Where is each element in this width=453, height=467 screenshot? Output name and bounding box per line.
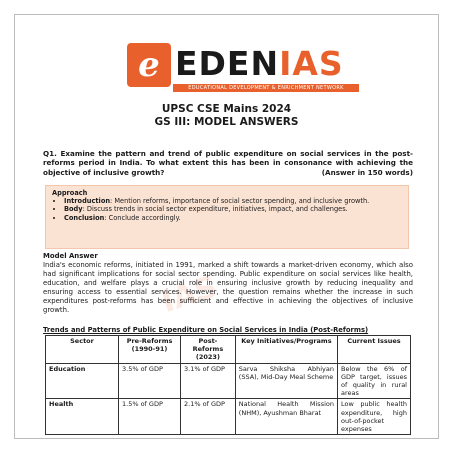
model-answer bbox=[43, 252, 413, 315]
cell-sector: Health bbox=[46, 399, 119, 435]
cell-pre: 1.5% of GDP bbox=[119, 399, 181, 435]
approach-list bbox=[52, 197, 402, 222]
table-header-row bbox=[46, 336, 411, 364]
cell-pre: 3.5% of GDP bbox=[119, 363, 181, 399]
approach-item-label: Body bbox=[64, 205, 83, 214]
approach-item bbox=[64, 197, 402, 205]
cell-issues: Below the 6% of GDP target, issues of quality in rural areas bbox=[337, 363, 410, 399]
document-page bbox=[14, 14, 439, 439]
cell-sector: Education bbox=[46, 363, 119, 399]
table-row bbox=[46, 363, 411, 399]
header-post-reforms: Post-Reforms (2023) bbox=[181, 336, 236, 364]
approach-item-label: Introduction bbox=[64, 197, 111, 206]
brand-name-part2: IAS bbox=[279, 44, 344, 83]
approach-item bbox=[64, 205, 402, 213]
paper-title: GS III: MODEL ANSWERS bbox=[154, 116, 299, 128]
question bbox=[43, 149, 413, 177]
title-block bbox=[15, 103, 438, 129]
header-initiatives: Key Initiatives/Programs bbox=[235, 336, 337, 364]
expenditure-table bbox=[45, 335, 411, 435]
brand-name-part1: EDEN bbox=[175, 44, 280, 83]
cell-post: 3.1% of GDP bbox=[181, 363, 236, 399]
approach-item-label: Conclusion bbox=[64, 213, 105, 222]
header-issues: Current Issues bbox=[337, 336, 410, 364]
approach-item-text: : Mention reforms, importance of social sector spending, and inclusive growth. bbox=[110, 197, 370, 206]
word-count: (Answer in 150 words) bbox=[321, 167, 413, 177]
brand-tagline: EDUCATIONAL DEVELOPMENT & ENRICHMENT NETWORK bbox=[173, 84, 359, 92]
eden-logo-icon bbox=[127, 43, 171, 87]
model-answer-paragraph: India's economic reforms, initiated in 1991, marked a shift towards a market-driven economy, which also had significant implications for social sector spending. Public expenditure on social services like health, education, and welfare plays a crucial role in ensuring inclusive growth by reducing inequality and ensuring access to essential services. However, the question remains whether the increase in such expenditures post-reforms has been sufficient and effective in achieving the objectives of inclusive growth. bbox=[43, 261, 413, 314]
table-row bbox=[46, 399, 411, 435]
exam-title: UPSC CSE Mains 2024 bbox=[161, 103, 292, 115]
cell-initiatives: National Health Mission (NHM), Ayushman Bharat bbox=[235, 399, 337, 435]
model-answer-heading: Model Answer bbox=[43, 252, 98, 260]
header bbox=[15, 43, 438, 103]
watermark-text: IAS bbox=[157, 269, 222, 321]
header-pre-reforms: Pre-Reforms (1990-91) bbox=[119, 336, 181, 364]
approach-heading: Approach bbox=[52, 189, 88, 197]
svg-text:e: e bbox=[138, 45, 160, 85]
brand-name bbox=[175, 45, 344, 83]
cell-post: 2.1% of GDP bbox=[181, 399, 236, 435]
approach-item-text: : Discuss trends in social sector expenditure, initiatives, impact, and challenges. bbox=[82, 205, 348, 214]
approach-item-text: : Conclude accordingly. bbox=[104, 213, 181, 222]
question-text: Q1. Examine the pattern and trend of public expenditure on social services in the post-reforms period in India. To what extent this has been in consonance with achieving the objective of inclusive growth? bbox=[43, 149, 413, 177]
approach-box bbox=[45, 185, 409, 249]
approach-item bbox=[64, 214, 402, 222]
header-sector: Sector bbox=[46, 336, 119, 364]
cell-issues: Low public health expenditure, high out-of-pocket expenses bbox=[337, 399, 410, 435]
cell-initiatives: Sarva Shiksha Abhiyan (SSA), Mid-Day Meal Scheme bbox=[235, 363, 337, 399]
table-caption: Trends and Patterns of Public Expenditure on Social Services in India (Post-Reforms) bbox=[43, 326, 369, 334]
